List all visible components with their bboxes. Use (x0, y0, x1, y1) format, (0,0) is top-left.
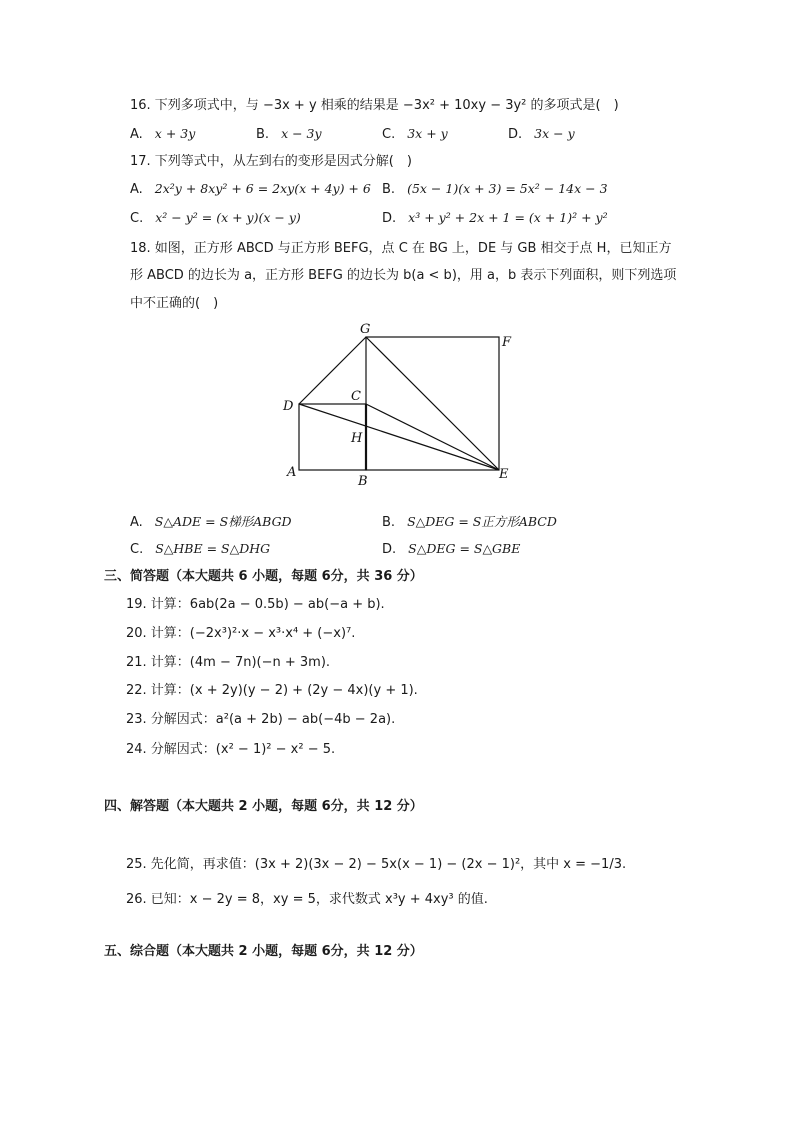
option-label: C. (130, 211, 144, 226)
q17-stem: 17. 下列等式中，从左到右的变形是因式分解( ) (130, 154, 412, 169)
q16-stem: 16. 下列多项式中，与 −3x + y 相乘的结果是 −3x² + 10xy − 3y² 的多项式是( ) (130, 98, 619, 113)
segment-de (299, 404, 499, 470)
point-c: C (351, 389, 361, 404)
q16-option-d[interactable] (508, 124, 575, 145)
option-label: C. (382, 127, 396, 142)
option-label: A. (130, 515, 143, 530)
q19-item: 19. 计算：6ab(2a − 0.5b) − ab(−a + b). (126, 597, 385, 612)
option-label: C. (130, 542, 144, 557)
q23-item: 23. 分解因式：a²(a + 2b) − ab(−4b − 2a). (126, 712, 396, 727)
q21-item: 21. 计算：(4m − 7n)(−n + 3m). (126, 655, 331, 670)
point-g: G (360, 322, 371, 337)
option-label: B. (256, 127, 270, 142)
option-text: S△ADE = S梯形ABGD (154, 514, 292, 529)
option-text: 3x + y (407, 126, 448, 141)
q17-option-a[interactable] (130, 179, 371, 200)
section5-heading: 五、综合题（本大题共 2 小题，每题 6分，共 12 分） (104, 944, 423, 959)
q16-option-b[interactable] (256, 124, 322, 145)
q16-option-a[interactable] (130, 124, 195, 145)
option-label: B. (382, 182, 396, 197)
q22-item: 22. 计算：(x + 2y)(y − 2) + (2y − 4x)(y + 1). (126, 683, 418, 698)
q18-option-c[interactable] (130, 539, 270, 560)
q18-option-d[interactable] (382, 539, 520, 560)
section3-heading: 三、简答题（本大题共 6 小题，每题 6分，共 36 分） (104, 569, 423, 584)
q26-item: 26. 已知：x − 2y = 8，xy = 5，求代数式 x³y + 4xy³ 的值. (126, 892, 488, 907)
q18-stem-line-2: 形 ABCD 的边长为 a，正方形 BEFG 的边长为 b(a < b)，用 a，b 表示下列面积，则下列选项 (130, 268, 677, 283)
option-text: x + 3y (154, 126, 196, 141)
option-text: 2x²y + 8xy² + 6 = 2xy(x + 4y) + 6 (154, 181, 371, 196)
segment-ce (366, 404, 499, 470)
option-label: A. (130, 127, 143, 142)
q20-item: 20. 计算：(−2x³)²·x − x³·x⁴ + (−x)⁷. (126, 626, 356, 641)
option-label: D. (508, 127, 523, 142)
q16-option-c[interactable] (382, 124, 448, 145)
point-f: F (502, 335, 512, 350)
option-label: D. (382, 211, 397, 226)
q17-option-c[interactable] (130, 208, 301, 229)
option-text: x − 3y (281, 126, 322, 141)
segment-ge-2 (366, 337, 499, 470)
option-text: 3x − y (534, 126, 575, 141)
q17-option-b[interactable] (382, 179, 608, 200)
section4-heading: 四、解答题（本大题共 2 小题，每题 6分，共 12 分） (104, 799, 423, 814)
point-a: A (287, 465, 297, 480)
option-text: x² − y² = (x + y)(x − y) (155, 210, 301, 225)
q24-item: 24. 分解因式：(x² − 1)² − x² − 5. (126, 742, 336, 757)
q18-stem-line-1: 18. 如图，正方形 ABCD 与正方形 BEFG，点 C 在 BG 上，DE 与 GB 相交于点 H，已知正方 (130, 241, 672, 256)
option-text: x³ + y² + 2x + 1 = (x + 1)² + y² (408, 210, 608, 225)
point-e: E (499, 467, 509, 482)
option-label: D. (382, 542, 397, 557)
option-text: S△DEG = S△GBE (408, 541, 521, 556)
option-label: A. (130, 182, 143, 197)
option-label: B. (382, 515, 396, 530)
point-h: H (351, 431, 363, 446)
option-text: S△DEG = S正方形ABCD (407, 514, 557, 529)
option-text: S△HBE = S△DHG (155, 541, 271, 556)
point-d: D (283, 399, 294, 414)
q18-option-b[interactable] (382, 512, 557, 533)
option-text: (5x − 1)(x + 3) = 5x² − 14x − 3 (407, 181, 608, 196)
q18-geometry-figure (270, 318, 530, 493)
q18-stem-line-3: 中不正确的( ) (130, 296, 219, 311)
q17-option-d[interactable] (382, 208, 608, 229)
point-b: B (358, 474, 368, 489)
q25-item: 25. 先化简，再求值：(3x + 2)(3x − 2) − 5x(x − 1) − (2x − 1)²，其中 x = −1/3. (126, 857, 627, 872)
q18-option-a[interactable] (130, 512, 292, 533)
